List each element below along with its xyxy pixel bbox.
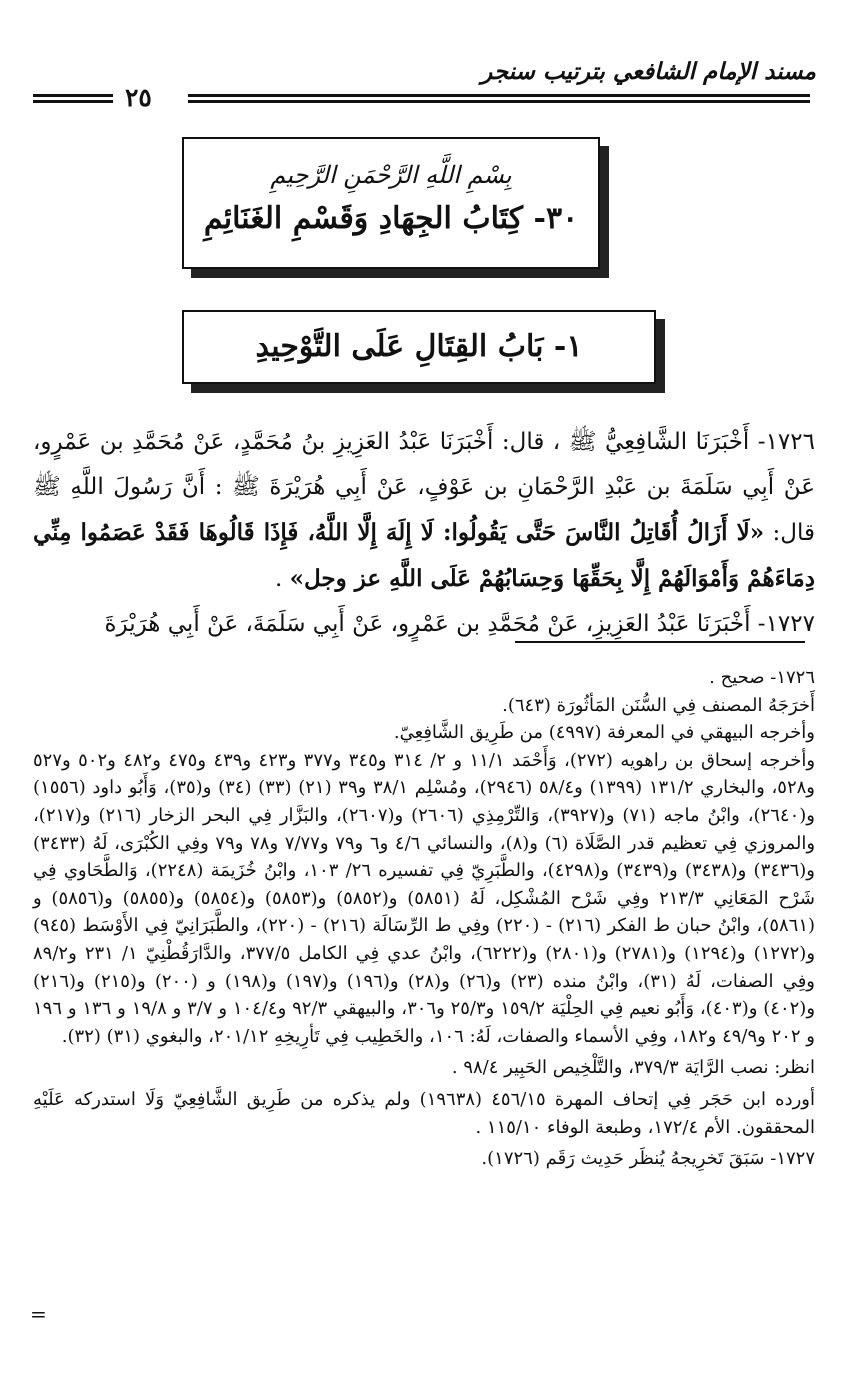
footnote-takhrij: وأخرجه إسحاق بن راهويه (٢٧٢)، وَأَحْمَد ١١/١ و ٢/ ٣١٤ و٣٤٥ و٣٧٧ و٤٢٣ و٤٣٩ و٤٧٥ و٤٨٢ و٥٠٢ و٥٢٧ و٥٢٨، والبخاري ١٣١/٢ (١٣٩٩) و٥٨/٤ (٢٩٤٦)، ومُسْلِم ٣٨/١ و٣٩ (٢١) (٣٣) (٣٤) و(٣٥)، وَأَبُو داود (١٥٥٦) و(٢٦٤٠)، وابْنُ ماجه (٧١) و(٣٩٢٧)، وَالتِّرْمِذِي (٢٦٠٦) و(٢٦٠٧)، والبَزَّار فِي البحر الزخار (٢١٦) و(٢١٧)، والمروزي فِي تعظيم قدر الصَّلَاة (٦) و(٨)، والنسائي ٤/٦ و٦ و٧٩ و٧/٧٧ و٧٨ و٧٩ وفِي الكُبْرَى، لَهُ (٣٤٣٣) و(٣٤٣٦) و(٣٤٣٨) و(٣٤٣٩) و(٤٢٩٨)، والطَّبَرِيّ فِي تفسيره ٢٦/ ١٠٣، وابْنُ خُزَيمَة (٢٢٤٨)، وَالطَّحَاوي فِي شَرْح المَعَانِي ٢١٣/٣ وفِي شَرْح المُشْكِل، لَهُ (٥٨٥١) و(٥٨٥٢) و(٥٨٥٣) و(٥٨٥٤) و(٥٨٥٥) و(٥٨٥٦) و (٥٨٦١)، وابْنُ حبان ط الفكر (٢١٦) - (٢٢٠) وفِي ط الرِّسَالَة (٢١٦) - (٢٢٠)، والطَّبَرَانِيّ فِي الأَوْسَط (٩٤٥) و(١٢٧٢) و(١٢٩٤) و(٢٧٨١) و(٢٨٠١) و(٦٢٢٢)، وابْنُ عدي فِي الكامل ٣٧٧/٥، والدَّارَقُطْنِيّ ١/ ٢٣١ و٨٩/٢ وفِي الصفات، لَهُ (٣١)، وابْنُ منده (٢٣) و(٢٦) و(٢٨) و(١٩٦) و(١٩٧) و(١٩٨) و (٢٠٠) و(٢١٥) و(٢١٦) و(٤٠٢) و(٤٠٣)، وَأَبُو نعيم فِي الحِلْيَة ١٥٩/٢ و٢٥/٣ و٣٠٦، والبيهقي ٩٢/٣ و١٠٤/٤ و ٣/٧ و ١٩/٨ و ١٣٦ و ١٩٦ و ٢٠٢ و٤٩/٩ و١٨٢، وفِي الأسماء والصفات، لَهُ: ١٠٦، والخَطِيب فِي تَأرِيخِهِ ٢٠١/١٢، والبغوي (٣١) (٣٢). — [33, 749, 816, 1047]
main-text — [33, 420, 815, 647]
footnote-line: أَخرَجَهُ المصنف فِي السُّنَن المَأثُورَة (٦٤٣). — [502, 694, 815, 716]
footnote-line: انظر: نصب الرَّايَة ٣٧٩/٣، والتَّلْخِيص الحَبِير ٩٨/٤ . — [451, 1057, 815, 1079]
hadith-matn: «لَا أَزَالُ أُقَاتِلُ النَّاسَ حَتَّى يَقُولُوا: لَا إِلَهَ إِلَّا اللَّهُ، فَإِذَا قَالُوهَا فَقَدْ عَصَمُوا مِنِّي دِمَاءَهُمْ وَأَمْوَالَهُمْ إِلَّا بِحَقِّهَا وَحِسَابُهُمْ عَلَى اللَّهِ عز وجل» — [33, 519, 815, 592]
chapter-heading: ١- بَابُ القِتَالِ عَلَى التَّوْحِيدِ — [255, 329, 583, 364]
footnote-grade: ١٧٢٦- صحيح . — [709, 667, 815, 688]
footnote-line: وأخرجه البيهقي في المعرفة (٤٩٩٧) من طَرِيق الشَّافِعِيّ. — [393, 722, 815, 744]
hadith-1726 — [33, 420, 815, 602]
running-header-title: مسند الإمام الشافعي بترتيب سنجر — [481, 58, 816, 85]
footnote-separator — [515, 641, 805, 643]
book-heading-box — [182, 137, 600, 269]
header-rule — [188, 94, 810, 97]
footnote-line: ١٧٢٧- سَبَقَ تَخرِيجهُ يُنظَر حَدِيث رَقَم (١٧٢٦). — [481, 1148, 815, 1170]
book-heading: ٣٠- كِتَابُ الجِهَادِ وَقَسْمِ الغَنَائِمِ — [203, 201, 579, 236]
basmala: بِسْمِ اللَّهِ الرَّحْمَنِ الرَّحِيمِ — [270, 161, 512, 189]
hadith-isnad: ١٧٢٦- أَخْبَرَنَا الشَّافِعِيُّ ﷺ ، قال: أَخْبَرَنَا عَبْدُ العَزِيزِ بنُ مُحَمَّدٍ، عَنْ مُحَمَّدِ بن عَمْرٍو، عَنْ أَبِي سَلَمَةَ بن عَبْدِ الرَّحْمَانِ بن عَوْفٍ، عَنْ أَبِي هُرَيْرَةَ ﷺ : أَنَّ رَسُولَ اللَّهِ ﷺ قال: — [33, 429, 815, 546]
footnotes — [33, 664, 815, 1173]
header-rule — [33, 94, 113, 97]
header-rule — [33, 100, 113, 103]
chapter-heading-box — [182, 310, 656, 384]
hadith-1727: ١٧٢٧- أَخْبَرَنَا عَبْدُ العَزِيزِ، عَنْ مُحَمَّدِ بن عَمْرٍو، عَنْ أَبِي سَلَمَةَ، عَنْ أَبِي هُرَيْرَةَ — [104, 611, 815, 637]
page-number: ٢٥ — [125, 83, 152, 112]
header-rule — [188, 100, 810, 103]
continuation-mark: = — [30, 1302, 47, 1326]
hadith-end: . — [274, 566, 290, 592]
footnote-line: أورده ابن حَجَر فِي إتحاف المهرة ٤٥٦/١٥ (١٩٦٣٨) ولم يذكره من طَرِيق الشَّافِعِيّ وَلَا استدركه عَلَيْهِ المحققون. الأم ١٧٢/٤، وطبعة الوفاء ١١٥/١٠ . — [33, 1088, 815, 1138]
